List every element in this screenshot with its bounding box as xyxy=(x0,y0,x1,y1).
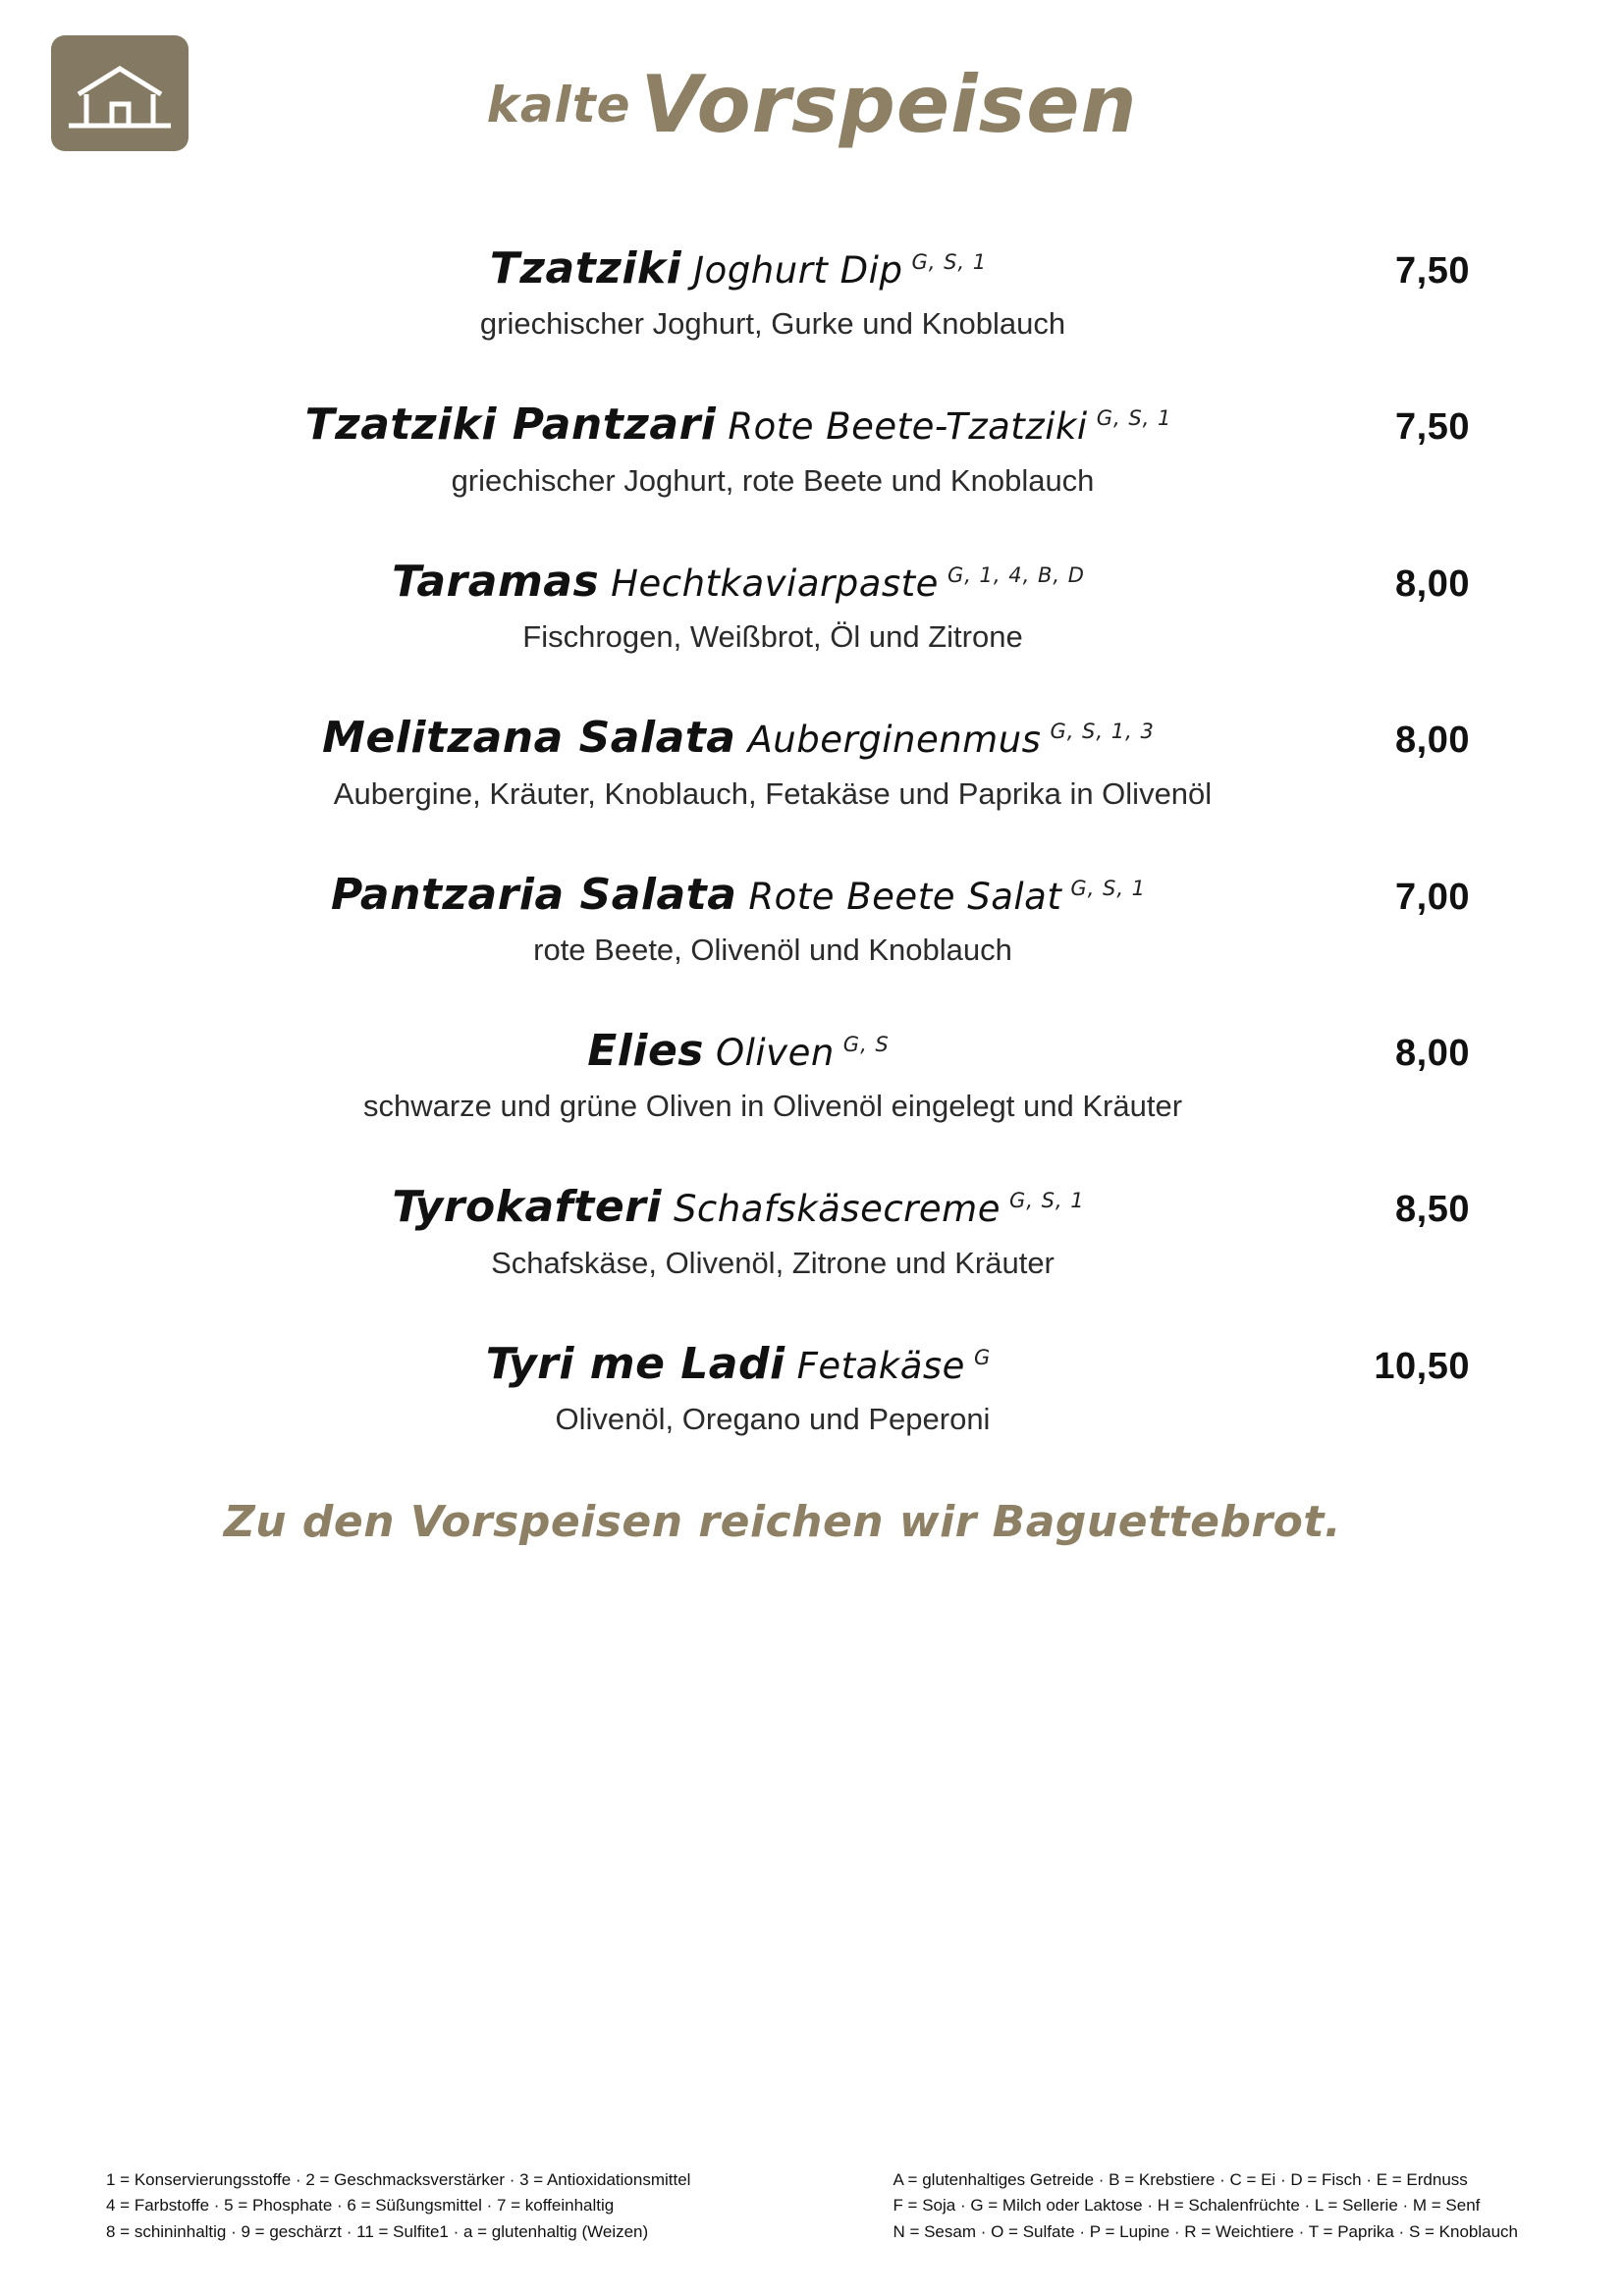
item-allergens: G, S, 1 xyxy=(1096,406,1172,431)
item-description: griechischer Joghurt, rote Beete und Knoblauch xyxy=(451,462,1095,498)
menu-note: Zu den Vorspeisen reichen wir Baguettebrot. xyxy=(223,1497,1342,1548)
item-subname: Joghurt Dip xyxy=(693,249,903,292)
legend-line: F = Soja · G = Milch oder Laktose · H = Schalenfrüchte · L = Sellerie · M = Senf xyxy=(893,2196,1481,2216)
item-description: Schafskäse, Olivenöl, Zitrone und Kräuter xyxy=(491,1245,1055,1280)
menu-item xyxy=(76,1338,1548,1437)
item-description: rote Beete, Olivenöl und Knoblauch xyxy=(533,932,1012,967)
item-name: Elies xyxy=(587,1025,704,1076)
legend-line: A = glutenhaltiges Getreide · B = Krebstiere · C = Ei · D = Fisch · E = Erdnuss xyxy=(893,2169,1468,2189)
menu-item xyxy=(76,556,1548,655)
menu-list xyxy=(76,226,1548,1547)
menu-item xyxy=(76,1184,1548,1280)
item-price: 10,50 xyxy=(1374,1345,1470,1387)
item-allergens: G, S, 1 xyxy=(911,250,988,274)
item-description: Aubergine, Kräuter, Knoblauch, Fetakäse und Paprika in Olivenöl xyxy=(333,775,1213,811)
item-price: 7,00 xyxy=(1395,876,1470,918)
item-subname: Auberginenmus xyxy=(747,719,1042,762)
item-allergens: G, S, 1, 3 xyxy=(1050,720,1155,744)
item-description: griechischer Joghurt, Gurke und Knoblauch xyxy=(479,306,1066,342)
item-price: 8,00 xyxy=(1395,720,1470,762)
item-subname: Rote Beete Salat xyxy=(748,875,1062,918)
item-allergens: G, S, 1 xyxy=(1070,876,1147,900)
item-subname: Fetakäse xyxy=(796,1344,965,1387)
item-description: Olivenöl, Oregano und Peperoni xyxy=(555,1402,991,1437)
item-name: Tyri me Ladi xyxy=(485,1338,785,1389)
item-allergens: G, S, 1 xyxy=(1008,1189,1085,1213)
legend-line: N = Sesam · O = Sulfate · P = Lupine · R = Weichtiere · T = Paprika · S = Knoblauch xyxy=(893,2221,1518,2241)
item-price: 7,50 xyxy=(1395,250,1470,292)
item-subname: Oliven xyxy=(716,1031,835,1074)
item-subname: Schafskäsecreme xyxy=(673,1188,1001,1231)
item-name: Tzatziki Pantzari xyxy=(304,400,717,451)
item-description: schwarze und grüne Oliven in Olivenöl eingelegt und Kräuter xyxy=(362,1089,1183,1124)
page-title-script: kalte xyxy=(486,77,631,133)
legend-column-letters xyxy=(893,2167,1518,2245)
page-title xyxy=(0,59,1624,150)
item-subname: Rote Beete-Tzatziki xyxy=(728,405,1088,449)
item-price: 7,50 xyxy=(1395,406,1470,449)
menu-item xyxy=(76,1025,1548,1124)
allergen-legend xyxy=(106,2167,1518,2245)
item-allergens: G, 1, 4, B, D xyxy=(947,562,1085,587)
item-name: Pantzaria Salata xyxy=(330,869,737,920)
menu-item xyxy=(76,715,1548,811)
legend-line: 1 = Konservierungsstoffe · 2 = Geschmacksverstärker · 3 = Antioxidationsmittel xyxy=(106,2169,691,2189)
legend-line: 4 = Farbstoffe · 5 = Phosphate · 6 = Süßungsmittel · 7 = koffeinhaltig xyxy=(106,2196,615,2216)
item-description: Fischrogen, Weißbrot, Öl und Zitrone xyxy=(522,619,1023,655)
page-header xyxy=(0,0,1624,226)
menu-item xyxy=(76,401,1548,498)
item-allergens: G xyxy=(973,1345,992,1369)
item-name: Tzatziki xyxy=(489,243,682,294)
item-name: Tyrokafteri xyxy=(392,1182,662,1233)
menu-item xyxy=(76,245,1548,342)
page-title-main: Vorspeisen xyxy=(640,59,1138,150)
item-price: 8,00 xyxy=(1395,1032,1470,1074)
item-price: 8,50 xyxy=(1395,1189,1470,1231)
item-subname: Hechtkaviarpaste xyxy=(611,561,939,605)
item-allergens: G, S xyxy=(842,1032,890,1056)
legend-line: 8 = schininhaltig · 9 = geschärzt · 11 = Sulfite1 · a = glutenhaltig (Weizen) xyxy=(106,2221,649,2241)
item-name: Melitzana Salata xyxy=(322,713,736,764)
item-price: 8,00 xyxy=(1395,562,1470,605)
item-name: Taramas xyxy=(392,556,600,607)
menu-item xyxy=(76,869,1548,968)
legend-column-numbers xyxy=(106,2167,690,2245)
